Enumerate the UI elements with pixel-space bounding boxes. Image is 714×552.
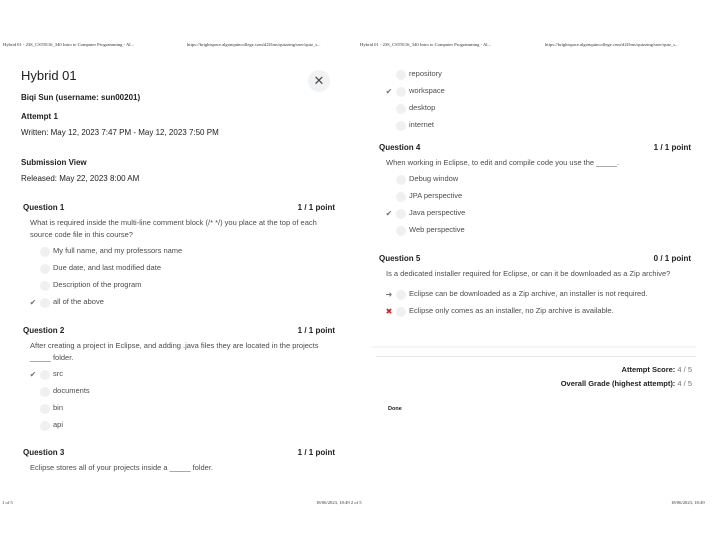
answer-option[interactable]: desktop [379,100,691,117]
question-text: When working in Eclipse, to edit and compile code you use the _____. [386,158,620,167]
radio-button[interactable] [396,70,406,80]
score-summary [376,356,696,391]
radio-button[interactable] [40,370,50,380]
question-3-options [379,66,691,134]
question-label: Question 4 [379,143,421,152]
question-text: After creating a project in Eclipse, and adding .java files they are located in the projects _____ folder. [30,341,319,362]
answer-option[interactable]: My full name, and my professors name [23,243,335,260]
checkmark-icon: ✔ [385,209,393,218]
question-4 [379,143,691,239]
answer-option-selected[interactable]: ✔ Java perspective [385,208,466,218]
question-text: What is required inside the multi-line comment block (/* */) you place at the top of each source code file in this course? [30,218,317,239]
answer-option[interactable]: internet [379,117,691,134]
divider [372,346,696,348]
radio-button[interactable] [396,307,406,317]
answer-option-selected[interactable]: ✔ src [29,369,63,379]
cross-icon: ✖ [385,307,393,316]
radio-button[interactable] [40,387,50,397]
question-label: Question 3 [23,448,65,457]
attempt-score [622,365,692,374]
attempt-label: Attempt 1 [21,112,58,121]
answer-option-selected[interactable]: ✔ all of the above [29,297,104,307]
answer-option[interactable]: JPA perspective [379,188,691,205]
quiz-left-page [16,62,338,472]
radio-button[interactable] [40,247,50,257]
answer-option[interactable]: Due date, and last modified date [23,260,335,277]
radio-button[interactable] [40,421,50,431]
question-text: Eclipse stores all of your projects inside a _____ folder. [30,463,214,472]
written-time: Written: May 12, 2023 7:47 PM - May 12, 2023 7:50 PM [21,128,219,137]
answer-option[interactable]: api [23,417,335,434]
radio-button[interactable] [40,404,50,414]
radio-button[interactable] [40,264,50,274]
answer-option[interactable]: documents [23,383,335,400]
answer-option-wrong[interactable]: ✖ Eclipse only comes as an installer, no Zip archive is available. [385,306,614,316]
checkmark-icon: ✔ [29,370,37,379]
print-footer-page-left: 1 of 5 [2,500,13,505]
user-name: Biqi Sun (username: sun00201) [21,93,141,102]
close-icon: ✕ [313,73,325,88]
print-footer-center: 18/06/2023, 18:49 2 of 5 [316,500,362,505]
released-date: Released: May 22, 2023 8:00 AM [21,174,140,183]
attempt-score-label: Attempt Score: [621,365,676,374]
radio-button[interactable] [396,121,406,131]
question-2 [23,326,335,434]
checkmark-icon: ✔ [385,87,393,96]
question-label: Question 5 [379,254,421,263]
question-text: Is a dedicated installer required for Eclipse, or can it be downloaded as a Zip archive? [386,269,671,278]
question-points: 1 / 1 point [297,448,335,457]
question-1 [23,203,335,311]
radio-button[interactable] [396,175,406,185]
quiz-title-bar [16,62,338,92]
checkmark-icon: ✔ [29,298,37,307]
question-label: Question 1 [23,203,65,212]
question-5 [379,254,691,320]
print-header-title-right: Hybrid 01 - 23S_CST8116_340 Intro to Computer Programming - Al... [360,42,492,47]
radio-button[interactable] [396,209,406,219]
overall-grade [561,379,692,388]
radio-button[interactable] [396,87,406,97]
question-points: 1 / 1 point [297,326,335,335]
answer-option-correct[interactable]: ➜ Eclipse can be downloaded as a Zip archive, an installer is not required. [385,289,648,299]
radio-button[interactable] [40,298,50,308]
attempt-score-value: 4 / 5 [677,365,692,374]
answer-option[interactable]: repository [379,66,691,83]
radio-button[interactable] [396,104,406,114]
radio-button[interactable] [396,290,406,300]
quiz-title: Hybrid 01 [21,68,77,83]
print-footer-time-right: 18/06/2023, 18:49 [671,500,705,505]
question-points: 0 / 1 point [653,254,691,263]
radio-button[interactable] [396,226,406,236]
answer-option[interactable]: Debug window [379,171,691,188]
question-3 [23,448,335,474]
close-button[interactable] [308,70,330,92]
submission-view-heading: Submission View [21,158,87,167]
answer-option[interactable]: Web perspective [379,222,691,239]
done-button[interactable]: Done [388,406,402,412]
question-points: 1 / 1 point [297,203,335,212]
overall-grade-label: Overall Grade (highest attempt): [560,379,676,388]
radio-button[interactable] [40,281,50,291]
answer-option-selected[interactable]: ✔ workspace [385,86,445,96]
print-header-url-right: https://brightspace.algonquincollege.com/d2l/lms/quizzing/user/quiz_s... [545,42,679,47]
print-header-title-left: Hybrid 01 - 23S_CST8116_340 Intro to Computer Programming - Al... [3,42,135,47]
overall-grade-value: 4 / 5 [677,379,692,388]
answer-option[interactable]: bin [23,400,335,417]
question-label: Question 2 [23,326,65,335]
print-header-url-left: https://brightspace.algonquincollege.com/d2l/lms/quizzing/user/quiz_s... [187,42,321,47]
answer-option[interactable]: Description of the program [23,277,335,294]
question-points: 1 / 1 point [653,143,691,152]
arrow-right-icon: ➜ [385,290,393,299]
radio-button[interactable] [396,192,406,202]
